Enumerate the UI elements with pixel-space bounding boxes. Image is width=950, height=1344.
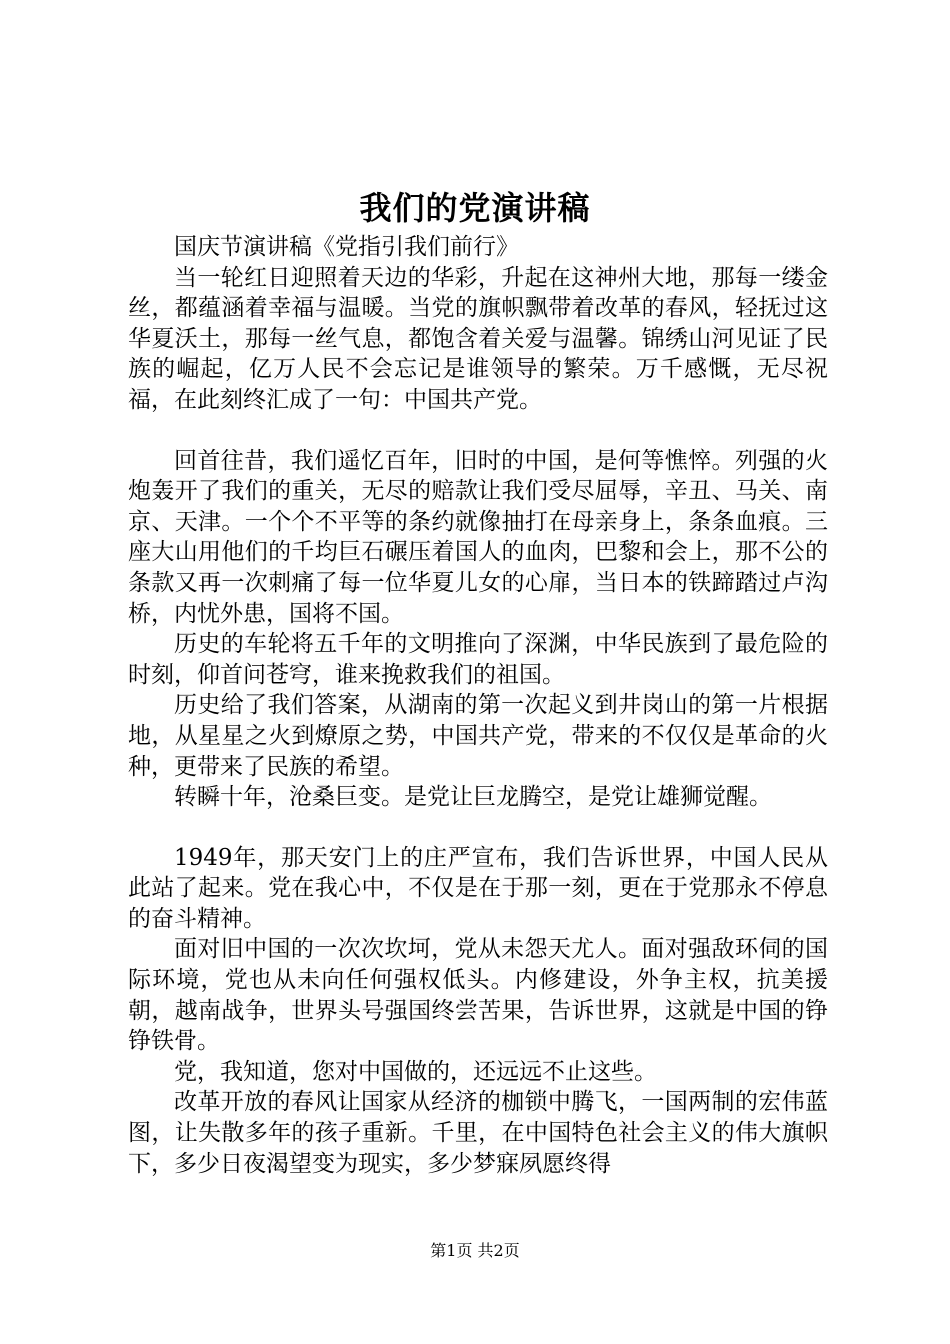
paragraph: 改革开放的春风让国家从经济的枷锁中腾飞，一国两制的宏伟蓝图，让失散多年的孩子重新。千里，在中国特色社会主义的伟大旗帜下，多少日夜渴望变为现实，多少梦寐夙愿终得 xyxy=(128,1089,828,1177)
document-title: 我们的党演讲稿 xyxy=(359,189,591,227)
paragraph: 党，我知道，您对中国做的，还远远不止这些。 xyxy=(174,1058,657,1085)
paragraph: 转瞬十年，沧桑巨变。是党让巨龙腾空，是党让雄狮觉醒。 xyxy=(174,784,772,811)
paragraph-subtitle: 国庆节演讲稿《党指引我们前行》 xyxy=(174,234,519,260)
paragraph: 1949年，那天安门上的庄严宣布，我们告诉世界，中国人民从此站了起来。党在我心中，不仅是在于那一刻，更在于党那永不停息的奋斗精神。 xyxy=(128,844,828,932)
page-number-footer: 第1页 共2页 xyxy=(430,1241,520,1260)
paragraph: 回首往昔，我们遥忆百年，旧时的中国，是何等憔悴。列强的火炮轰开了我们的重关，无尽的赔款让我们受尽屈辱，辛丑、马关、南京、天津。一个个不平等的条约就像抽打在母亲身上，条条血痕。三座大山用他们的千均巨石碾压着国人的血肉，巴黎和会上，那不公的条款又再一次刺痛了每一位华夏儿女的心扉，当日本的铁蹄踏过卢沟桥，内忧外患，国将不国。 xyxy=(128,447,828,627)
document-body xyxy=(128,232,828,1179)
paragraph: 面对旧中国的一次次坎坷，党从未怨天尤人。面对强敌环伺的国际环境，党也从未向任何强权低头。内修建设，外争主权，抗美援朝，越南战争，世界头号强国终尝苦果，告诉世界，这就是中国的铮铮铁骨。 xyxy=(128,936,828,1055)
paragraph: 当一轮红日迎照着天边的华彩，升起在这神州大地，那每一缕金丝，都蕴涵着幸福与温暖。当党的旗帜飘带着改革的春风，轻抚过这华夏沃土，那每一丝气息，都饱含着关爱与温馨。锦绣山河见证了民族的崛起，亿万人民不会忘记是谁领导的繁荣。万千感慨，无尽祝福，在此刻终汇成了一句：中国共产党。 xyxy=(128,264,828,413)
paragraph: 历史给了我们答案，从湖南的第一次起义到井岗山的第一片根据地，从星星之火到燎原之势，中国共产党，带来的不仅仅是革命的火种，更带来了民族的希望。 xyxy=(128,692,828,780)
paragraph: 历史的车轮将五千年的文明推向了深渊，中华民族到了最危险的时刻，仰首问苍穹，谁来挽救我们的祖国。 xyxy=(128,631,828,688)
